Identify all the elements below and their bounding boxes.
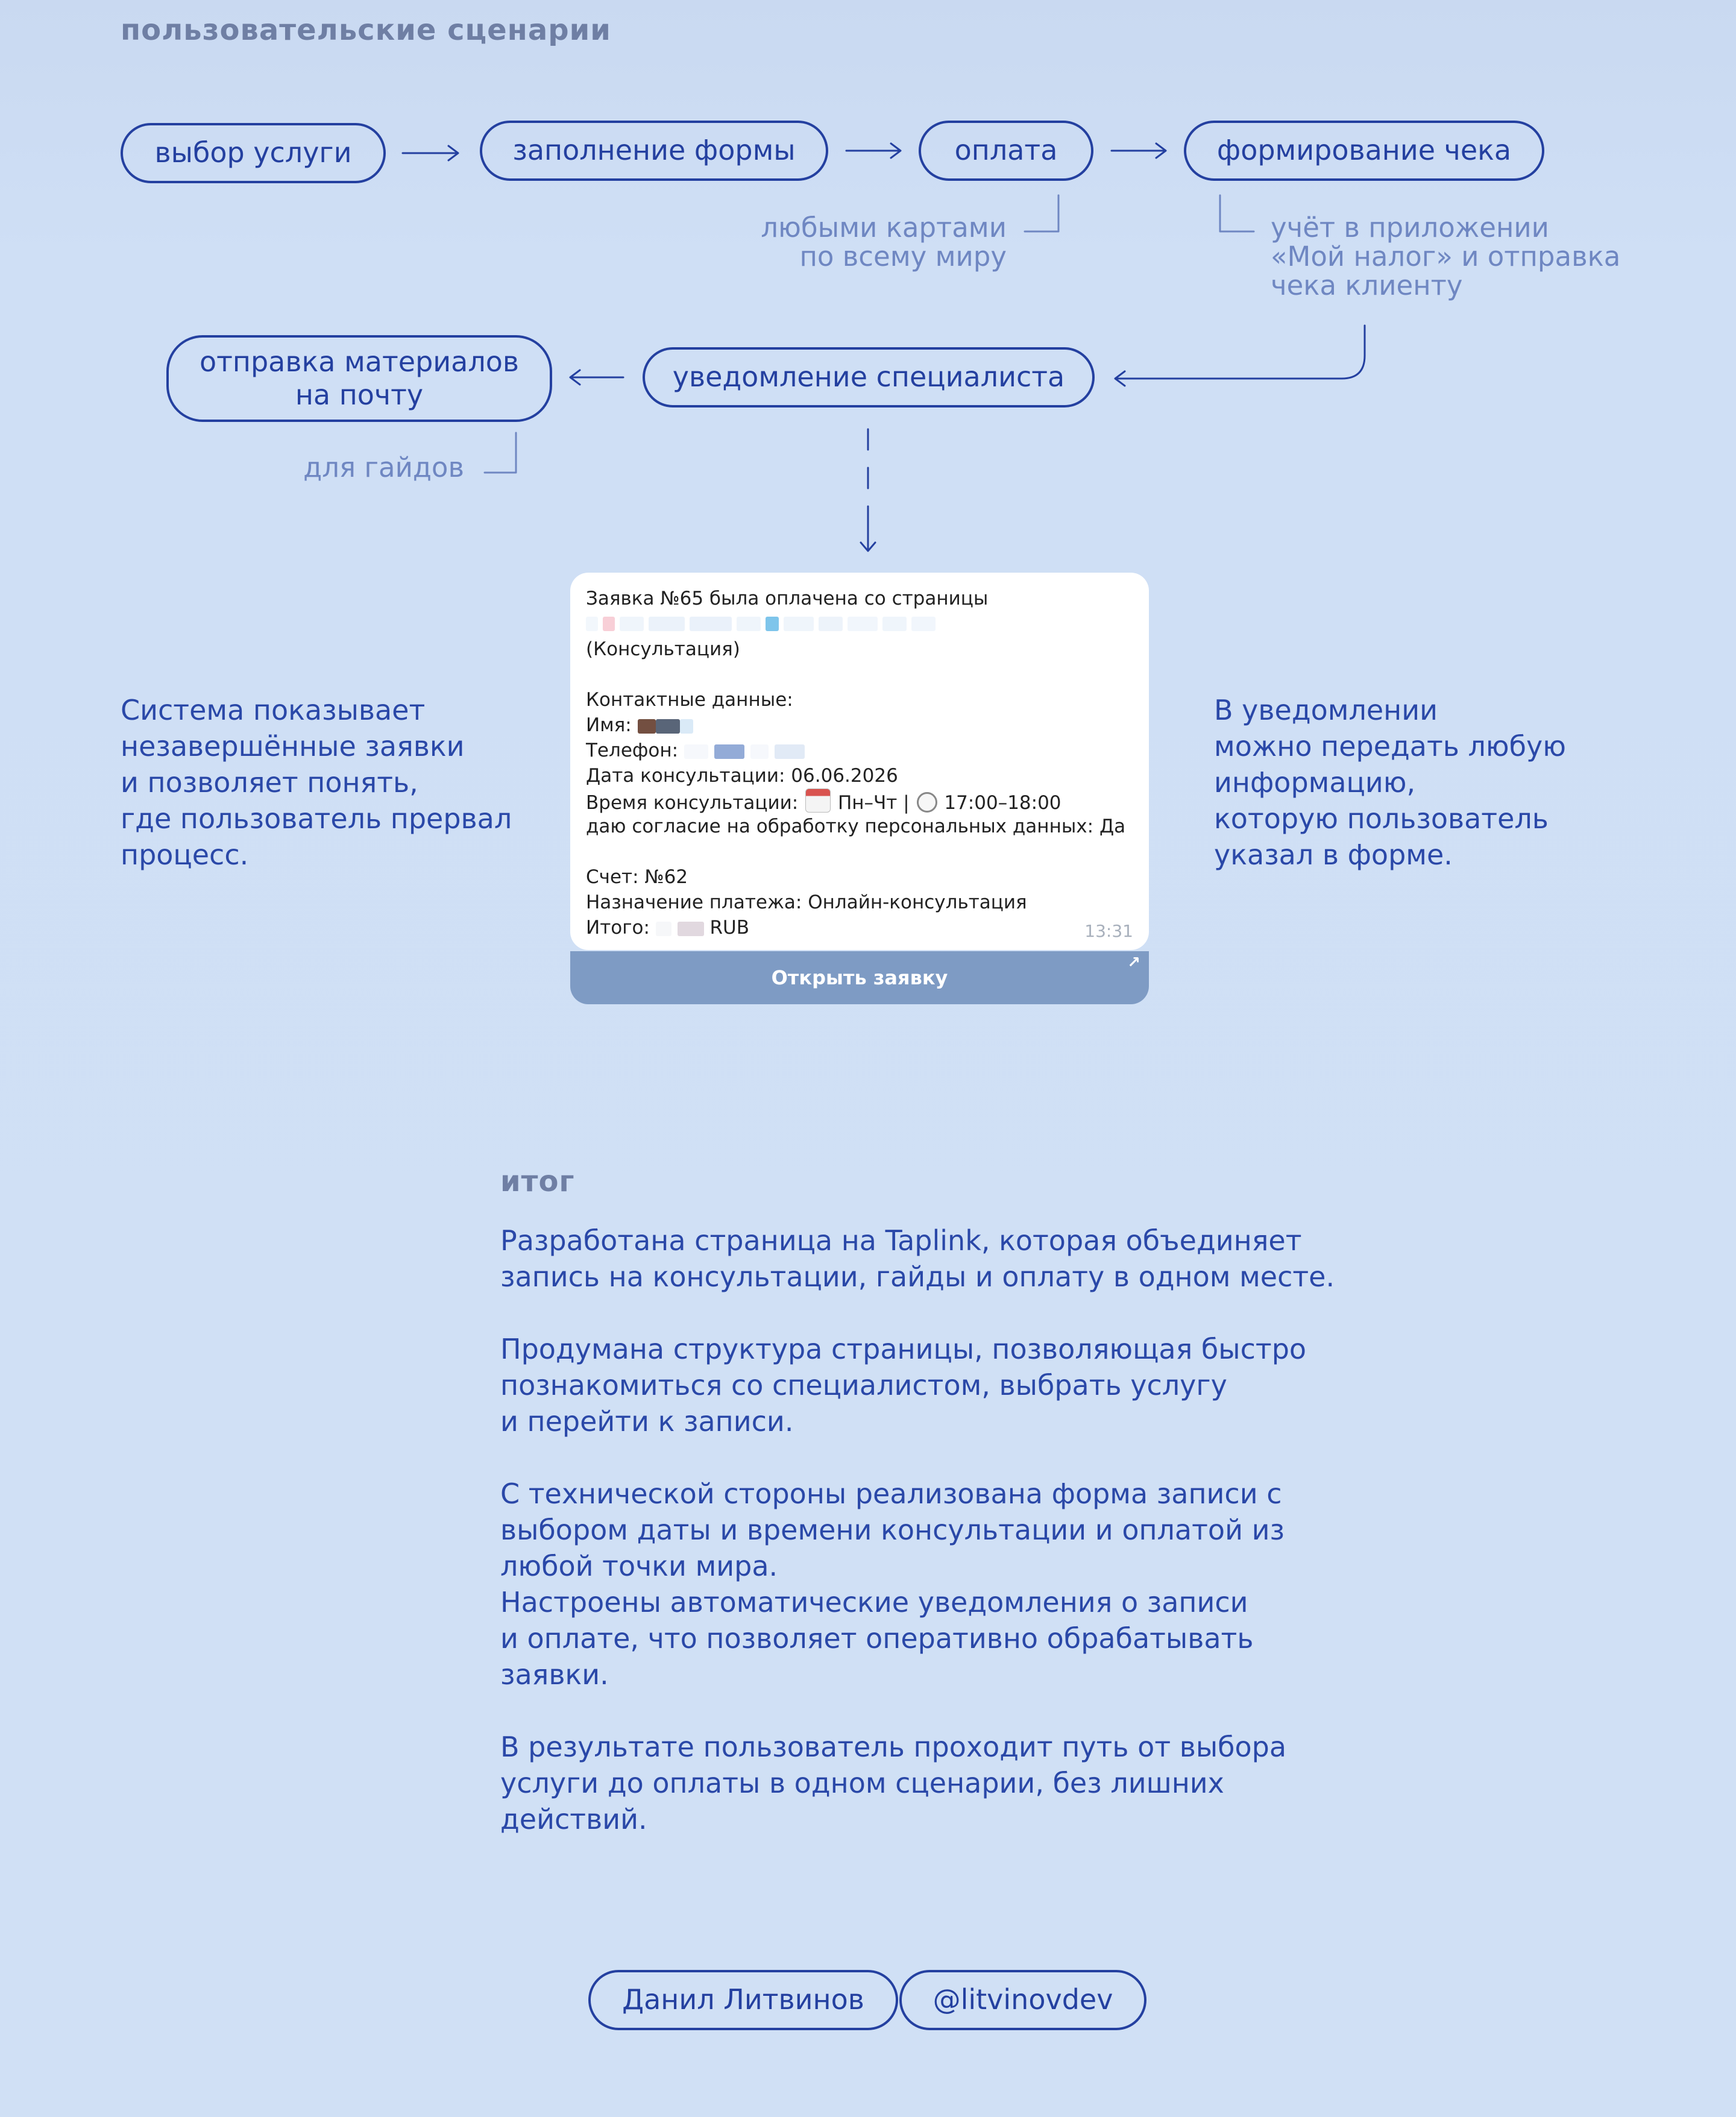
redacted-phone xyxy=(684,744,708,759)
payment-note: любыми картами по всему миру xyxy=(761,212,1007,272)
left-description: Система показывает незавершённые заявки и позволяет понять, где пользователь прервал процесс. xyxy=(121,694,512,871)
redacted-page-name xyxy=(586,611,1133,637)
purpose-row: Назначение платежа: Онлайн-консультация xyxy=(586,892,1027,913)
redacted-amount xyxy=(656,922,671,936)
summary-title: итог xyxy=(500,1165,575,1198)
step-receipt xyxy=(1184,121,1544,181)
name-label: Имя: xyxy=(586,714,632,736)
step-label: уведомление специалиста xyxy=(672,360,1065,394)
arrow-down-icon xyxy=(861,429,875,551)
right-description: В уведомлении можно передать любую информацию, которую пользователь указал в форме. xyxy=(1214,694,1566,871)
clock-icon xyxy=(917,792,937,813)
date-row: Дата консультации: 06.06.2026 xyxy=(586,765,898,787)
invoice-row: Счет: №62 xyxy=(586,866,688,888)
materials-note: для гайдов xyxy=(303,451,464,483)
arrow-curve-icon xyxy=(1115,326,1365,386)
step-label: формирование чека xyxy=(1216,134,1512,167)
step-label: выбор услуги xyxy=(154,136,352,169)
summary-paragraph-2: Продумана структура страницы, позволяющая быстро познакомиться со специалистом, выбрать услугу и перейти к записи. xyxy=(500,1333,1307,1438)
author-name: Данил Литвинов xyxy=(622,1983,864,2016)
total-currency: RUB xyxy=(709,917,749,939)
total-label: Итого: xyxy=(586,917,650,939)
summary-paragraph-3: С технической стороны реализована форма записи с выбором даты и времени консультации и оплатой из любой точки мира. Настроены автоматические уведомления о записи и оплате, что позволяет оперативно обрабатывать заявки. xyxy=(500,1477,1285,1691)
summary-paragraph-1: Разработана страница на Taplink, которая объединяет запись на консультации, гайды и оплату в одном месте. xyxy=(500,1224,1335,1293)
phone-row xyxy=(586,738,1133,763)
calendar-icon xyxy=(805,788,831,813)
notification-title: Заявка №65 была оплачена со страницы xyxy=(586,588,989,609)
step-choose-service xyxy=(121,123,386,183)
summary-paragraph-4: В результате пользователь проходит путь от выбора услуги до оплаты в одном сценарии, без лишних действий. xyxy=(500,1731,1287,1835)
note-bracket xyxy=(1025,195,1058,231)
contacts-label: Контактные данные: xyxy=(586,689,793,711)
consent-row: даю согласие на обработку персональных данных: Да xyxy=(586,816,1126,837)
total-row xyxy=(586,915,1133,940)
step-payment xyxy=(919,121,1093,181)
time-label: Время консультации: xyxy=(586,792,799,814)
note-bracket xyxy=(1220,195,1254,231)
arrow-right-icon xyxy=(846,143,901,158)
open-request-button[interactable] xyxy=(570,951,1149,1004)
section-title: пользовательские сценарии xyxy=(121,13,611,47)
note-bracket xyxy=(485,433,516,473)
redacted-name xyxy=(638,719,656,734)
step-fill-form xyxy=(480,121,828,181)
notification-service: (Консультация) xyxy=(586,638,740,660)
step-notify-specialist xyxy=(643,347,1095,407)
arrow-left-icon xyxy=(570,370,623,385)
message-timestamp: 13:31 xyxy=(1084,921,1133,941)
step-label: заполнение формы xyxy=(512,134,796,167)
arrow-right-icon xyxy=(403,146,458,160)
time-row xyxy=(586,788,1133,814)
time-days: Пн–Чт | xyxy=(837,792,910,814)
name-row xyxy=(586,712,1133,738)
time-hours: 17:00–18:00 xyxy=(944,792,1061,814)
external-link-icon: ↗ xyxy=(1127,954,1140,972)
author-name-button[interactable] xyxy=(588,1970,898,2030)
receipt-note: учёт в приложении «Мой налог» и отправка чека клиенту xyxy=(1271,212,1621,301)
author-handle: @litvinovdev xyxy=(932,1983,1113,2016)
step-send-materials xyxy=(166,335,552,422)
open-request-label: Открыть заявку xyxy=(771,966,948,989)
notification-card xyxy=(570,573,1149,950)
step-label: оплата xyxy=(954,134,1058,167)
step-label: отправка материалов на почту xyxy=(199,345,520,411)
arrow-right-icon xyxy=(1112,143,1166,158)
author-handle-link[interactable] xyxy=(899,1970,1146,2030)
phone-label: Телефон: xyxy=(586,740,679,761)
